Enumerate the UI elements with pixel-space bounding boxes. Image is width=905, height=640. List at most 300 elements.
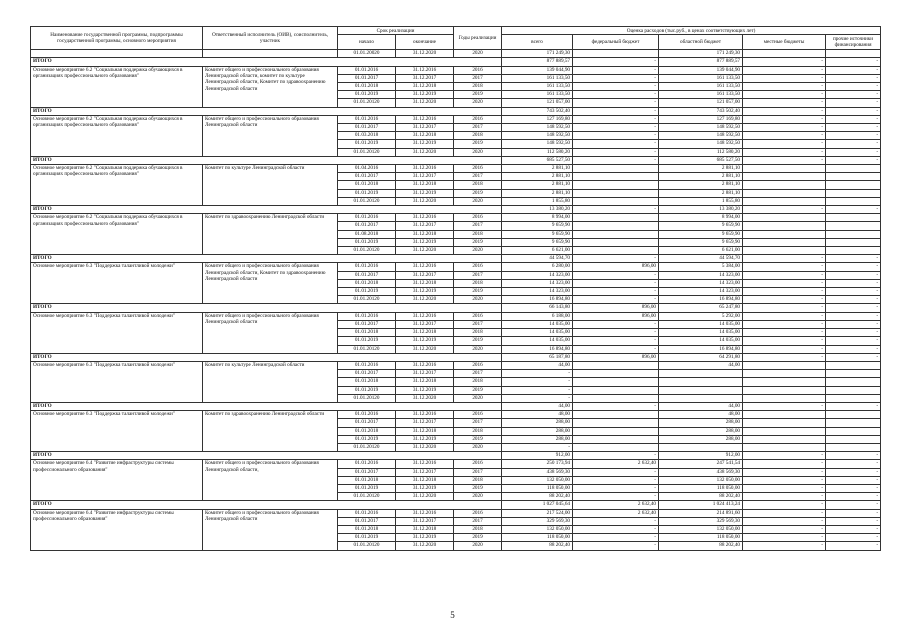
cell-local: - [743,148,826,156]
cell-year: 2017 [454,517,502,525]
cell-regional: 14 035,00 [659,337,743,345]
cell-regional: 1 855,80 [659,197,743,205]
cell-start: 01.01.20120 [338,394,396,402]
cell-start: 01.03.2018 [338,132,396,140]
cell-regional: 121 057,00 [659,99,743,107]
executor-name: Комитет общего и профессионального образования Ленинградской области [203,115,338,156]
cell-other: - [826,534,881,542]
program-name: Основное мероприятие 6.2 "Социальная поддержка обучающихся в организациях профессионального образования" [31,214,203,255]
cell-start: 01.01.2019 [338,386,396,394]
cell-local [743,427,826,435]
table-body [31,50,881,550]
itogo-other: - [826,156,881,164]
itogo-regional: 44 594,70 [659,255,743,263]
itogo-row [31,402,881,410]
cell-year: 2016 [454,115,502,123]
cell-start: 01.01.2019 [338,435,396,443]
cell-end: 31.12.2020 [396,493,454,501]
table-row [31,361,881,369]
cell-year: 2019 [454,337,502,345]
cell-end: 31.12.2018 [396,279,454,287]
cell-federal: - [573,66,659,74]
cell-local [743,222,826,230]
itogo-local: - [743,452,826,460]
cell-other: - [826,312,881,320]
table-row [31,411,881,419]
header-end: окончание [396,35,454,50]
cell-start: 01.08.2018 [338,230,396,238]
cell-start: 01.01.2019 [338,140,396,148]
cell-federal [573,222,659,230]
cell-year: 2017 [454,419,502,427]
cell-end: 31.12.2020 [396,99,454,107]
cell-regional: 214 891,60 [659,509,743,517]
cell-other [826,165,881,173]
cell-total: 1 855,80 [502,197,573,205]
itogo-label: ИТОГО [31,501,502,509]
cell-federal: - [573,320,659,328]
cell-federal [573,181,659,189]
cell-other: - [826,132,881,140]
cell-end: 31.12.2020 [396,542,454,550]
cell-local: - [743,74,826,82]
cell-other [826,435,881,443]
cell-start: 01.01.2017 [338,468,396,476]
itogo-federal: - [573,255,659,263]
cell-other: - [826,271,881,279]
cell-federal: - [573,345,659,353]
cell-start: 01.01.2016 [338,411,396,419]
cell-other: - [826,329,881,337]
cell-total: 217 524,00 [502,509,573,517]
cell-regional: 9 659,90 [659,222,743,230]
itogo-federal: - [573,107,659,115]
cell-other: - [826,99,881,107]
cell-year: 2018 [454,476,502,484]
cell-federal: - [573,493,659,501]
header-period: Срок реализации [338,27,454,35]
cell-start: 01.01.2016 [338,66,396,74]
table-row [31,509,881,517]
cell-local: - [743,337,826,345]
cell-federal: 896,00 [573,312,659,320]
budget-sheet [30,26,880,551]
cell-start: 01.04.2016 [338,165,396,173]
itogo-regional: 13 380,20 [659,206,743,214]
executor-name: Комитет общего и профессионального образования Ленинградской области, комитет по культуре Ленинградской области, Комитет по здравоохранению Ленинградской области [203,66,338,107]
cell-regional: 171 249,30 [659,50,743,58]
cell-total: 14 323,00 [502,271,573,279]
cell-regional: 288,00 [659,435,743,443]
itogo-label: ИТОГО [31,156,502,164]
cell-end: 31.12.2018 [396,525,454,533]
cell-year: 2017 [454,74,502,82]
cell-federal: - [573,115,659,123]
cell-federal: - [573,534,659,542]
cell-federal: - [573,525,659,533]
itogo-local: - [743,156,826,164]
cell-local [743,435,826,443]
cell-regional: 161 133,50 [659,83,743,91]
cell-regional: 288,00 [659,419,743,427]
cell-local: - [743,140,826,148]
cell-total: 132 050,00 [502,476,573,484]
cell-total: 6 621,00 [502,247,573,255]
itogo-label: ИТОГО [31,107,502,115]
table-row [31,115,881,123]
cell-local: - [743,91,826,99]
cell-local: - [743,132,826,140]
cell-federal [573,378,659,386]
cell-start: 01.01.2017 [338,419,396,427]
cell-local [743,386,826,394]
cell-local [743,189,826,197]
cell-federal: - [573,271,659,279]
cell-local [743,173,826,181]
cell-start: 01.01.2017 [338,173,396,181]
cell-year: 2018 [454,230,502,238]
cell-local: - [743,534,826,542]
cell-start: 01.01.2016 [338,214,396,222]
cell-regional: 14 035,00 [659,320,743,328]
cell-end: 31.12.2020 [396,148,454,156]
cell-start: 01.01.20120 [338,247,396,255]
cell-local [743,181,826,189]
cell-end: 31.12.2020 [396,197,454,205]
cell-total: 2 881,10 [502,173,573,181]
cell-other [826,50,881,58]
cell-total: 148 592,50 [502,124,573,132]
cell-year: 2019 [454,484,502,492]
cell-other [826,378,881,386]
cell-total: 6 280,00 [502,263,573,271]
itogo-row [31,156,881,164]
program-name: Основное мероприятие 6.3 "Поддержка талантливой молодежи" [31,411,203,452]
cell-other: - [826,542,881,550]
table-row [31,312,881,320]
cell-year: 2016 [454,509,502,517]
cell-federal: 2 632,40 [573,509,659,517]
cell-end: 31.12.2017 [396,74,454,82]
cell-other [826,197,881,205]
itogo-row [31,58,881,66]
cell-federal: - [573,337,659,345]
cell-other: - [826,525,881,533]
itogo-local: - [743,304,826,312]
cell-start: 01.01.2019 [338,238,396,246]
cell-year: 2016 [454,312,502,320]
cell-start: 01.01.20120 [338,99,396,107]
itogo-total: 877 889,57 [502,58,573,66]
cell-local [743,411,826,419]
cell-regional: 118 050,00 [659,534,743,542]
cell-end: 31.12.2018 [396,329,454,337]
cell-local: - [743,296,826,304]
cell-total: - [502,370,573,378]
itogo-label: ИТОГО [31,206,502,214]
cell-local: - [743,509,826,517]
itogo-row [31,501,881,509]
cell-federal [573,435,659,443]
cell-end: 31.12.2017 [396,370,454,378]
cell-other: - [826,148,881,156]
cell-year: 2018 [454,427,502,435]
cell-local [743,197,826,205]
header-program: Наименование государственной программы, подпрограммы государственной программы, основного мероприятия [31,27,203,50]
cell-federal: - [573,140,659,148]
header-other: прочие источники финансирования [826,35,881,50]
cell-regional: 329 569,30 [659,517,743,525]
cell-other: - [826,83,881,91]
cell-other: - [826,140,881,148]
cell-end: 31.12.2019 [396,435,454,443]
cell-year: 2019 [454,140,502,148]
cell-regional: 88 202,40 [659,542,743,550]
cell-federal: - [573,132,659,140]
cell-start: 01.01.2019 [338,91,396,99]
table-row [31,165,881,173]
cell-federal: - [573,329,659,337]
cell-total: 127 169,80 [502,115,573,123]
cell-start: 01.01.2016 [338,509,396,517]
cell-federal [573,238,659,246]
cell-end: 31.12.2019 [396,91,454,99]
header-total: всего [502,35,573,50]
cell-other: - [826,345,881,353]
cell-end: 31.12.2017 [396,320,454,328]
cell-local: - [743,329,826,337]
cell-other [826,230,881,238]
cell-regional: 16 894,80 [659,345,743,353]
itogo-row [31,107,881,115]
cell-total: - [502,378,573,386]
cell-total: - [502,394,573,402]
cell-other [826,394,881,402]
cell-local [743,165,826,173]
cell-other: - [826,517,881,525]
cell-federal [573,50,659,58]
itogo-total: 66 143,80 [502,304,573,312]
cell-year: 2020 [454,296,502,304]
cell-start: 01.01.20120 [338,443,396,451]
itogo-other: - [826,304,881,312]
cell-other [826,411,881,419]
cell-total: - [502,443,573,451]
cell-end: 31.12.2016 [396,165,454,173]
itogo-other: - [826,206,881,214]
cell-federal: - [573,517,659,525]
cell-federal [573,370,659,378]
cell-end: 31.12.2019 [396,140,454,148]
itogo-total: 44,00 [502,402,573,410]
program-name: Основное мероприятие 6.4 "Развитие инфраструктуры системы профессионального образования" [31,460,203,501]
cell-regional: 288,00 [659,427,743,435]
cell-federal: - [573,83,659,91]
cell-local: - [743,476,826,484]
cell-total: 14 035,00 [502,320,573,328]
cell-federal: - [573,148,659,156]
cell-year: 2018 [454,83,502,91]
cell-local [743,378,826,386]
cell-total: 9 659,90 [502,238,573,246]
cell-start: 01.01.20120 [338,345,396,353]
cell-start: 01.01.2018 [338,427,396,435]
cell-local [743,361,826,369]
cell-year: 2016 [454,263,502,271]
cell-total: 2 881,10 [502,181,573,189]
cell-local: - [743,468,826,476]
cell-local [743,238,826,246]
cell-end: 31.12.2020 [396,296,454,304]
cell-federal: - [573,279,659,287]
itogo-regional: 1 024 413,24 [659,501,743,509]
cell-total: 250 173,94 [502,460,573,468]
cell-end: 31.12.2016 [396,214,454,222]
cell-other [826,222,881,230]
cell-end: 31.12.2016 [396,66,454,74]
cell-end: 31.12.2019 [396,238,454,246]
cell-year: 2017 [454,468,502,476]
cell-end: 31.12.2016 [396,312,454,320]
cell-local: - [743,83,826,91]
cell-year: 2017 [454,173,502,181]
cell-end: 31.12.2016 [396,411,454,419]
cell-total: 148 592,50 [502,132,573,140]
itogo-row [31,255,881,263]
cell-regional: 148 592,50 [659,140,743,148]
cell-regional: 127 169,80 [659,115,743,123]
cell-end: 31.12.2019 [396,288,454,296]
program-name: Основное мероприятие 6.2 "Социальная поддержка обучающихся в организациях профессионального образования" [31,66,203,107]
table-row [31,263,881,271]
cell-total: 8 994,00 [502,214,573,222]
cell-other: - [826,66,881,74]
itogo-federal: 896,00 [573,304,659,312]
cell-year: 2018 [454,329,502,337]
cell-total: 2 881,10 [502,165,573,173]
executor-name: Комитет общего и профессионального образования Ленинградской области, Комитет по здравоохранению Ленинградской области [203,263,338,304]
cell-other [826,247,881,255]
cell-total: 14 323,00 [502,279,573,287]
itogo-other: - [826,452,881,460]
table-row [31,66,881,74]
cell-regional: 14 323,00 [659,279,743,287]
cell-other [826,181,881,189]
cell-other: - [826,263,881,271]
cell-total: 288,00 [502,419,573,427]
cell-regional: 112 580,20 [659,148,743,156]
cell-regional: 2 881,10 [659,189,743,197]
itogo-label: ИТОГО [31,353,502,361]
cell-end: 31.12.2019 [396,386,454,394]
cell-regional: 9 659,90 [659,238,743,246]
cell-total: 161 133,50 [502,83,573,91]
itogo-row [31,206,881,214]
cell-start: 01.01.2017 [338,320,396,328]
cell-start: 01.01.2019 [338,337,396,345]
cell-total: 288,00 [502,435,573,443]
cell-other: - [826,476,881,484]
cell-year: 2020 [454,345,502,353]
cell-federal [573,230,659,238]
cell-year: 2017 [454,271,502,279]
cell-regional: 132 050,00 [659,476,743,484]
cell-start: 01.01.2019 [338,189,396,197]
itogo-federal: - [573,156,659,164]
itogo-local: - [743,501,826,509]
cell-total: 161 133,50 [502,91,573,99]
cell-year: 2017 [454,222,502,230]
cell-other: - [826,124,881,132]
cell-other: - [826,320,881,328]
cell-regional: 2 881,10 [659,165,743,173]
cell-regional: 161 133,50 [659,74,743,82]
cell-year: 2019 [454,534,502,542]
cell-total: 48,00 [502,411,573,419]
cell-end: 31.12.2017 [396,419,454,427]
cell-other: - [826,288,881,296]
executor-name: Комитет по культуре Ленинградской области [203,165,338,206]
cell-federal: 2 632,40 [573,460,659,468]
cell-total: 132 050,00 [502,525,573,533]
cell-year: 2019 [454,386,502,394]
cell-federal: - [573,288,659,296]
cell-regional: 247 541,54 [659,460,743,468]
cell-regional: 6 621,00 [659,247,743,255]
cell-end: 31.12.2016 [396,263,454,271]
itogo-label: ИТОГО [31,452,502,460]
cell-start: 01.01.2019 [338,534,396,542]
itogo-local: - [743,58,826,66]
cell-other: - [826,279,881,287]
cell-regional: 14 323,00 [659,271,743,279]
itogo-label: ИТОГО [31,58,502,66]
cell-start: 01.01.2018 [338,329,396,337]
cell-total: 88 202,40 [502,493,573,501]
cell-local: - [743,279,826,287]
program-name: Основное мероприятие 6.2 "Социальная поддержка обучающихся в организациях профессионального образования" [31,115,203,156]
cell-start: 01.01.2017 [338,124,396,132]
itogo-total: 685 527,50 [502,156,573,164]
cell-federal: - [573,476,659,484]
cell-federal: 896,00 [573,263,659,271]
itogo-regional: 877 889,57 [659,58,743,66]
itogo-local: - [743,206,826,214]
cell-regional [659,443,743,451]
cell-local [743,443,826,451]
cell-other [826,427,881,435]
cell-end: 31.12.2019 [396,484,454,492]
cell-regional: 438 569,30 [659,468,743,476]
header-costs: Оценка расходов (тыс.руб., в ценах соответствующих лет) [502,27,881,35]
cell-start: 01.01.2019 [338,288,396,296]
cell-federal: - [573,484,659,492]
cell-total: 16 894,80 [502,296,573,304]
cell-end: 31.12.2019 [396,189,454,197]
executor-name: Комитет общего и профессионального образования Ленинградской области, [203,460,338,501]
cell-total: 329 569,30 [502,517,573,525]
cell-end: 31.12.2017 [396,124,454,132]
cell-regional: 88 202,40 [659,493,743,501]
cell-start: 01.01.2017 [338,74,396,82]
itogo-local: - [743,353,826,361]
itogo-row [31,353,881,361]
cell-local: - [743,263,826,271]
cell-regional: 16 894,80 [659,296,743,304]
cell-regional: 5 384,00 [659,263,743,271]
cell-federal: - [573,91,659,99]
cell-end: 31.12.2017 [396,173,454,181]
